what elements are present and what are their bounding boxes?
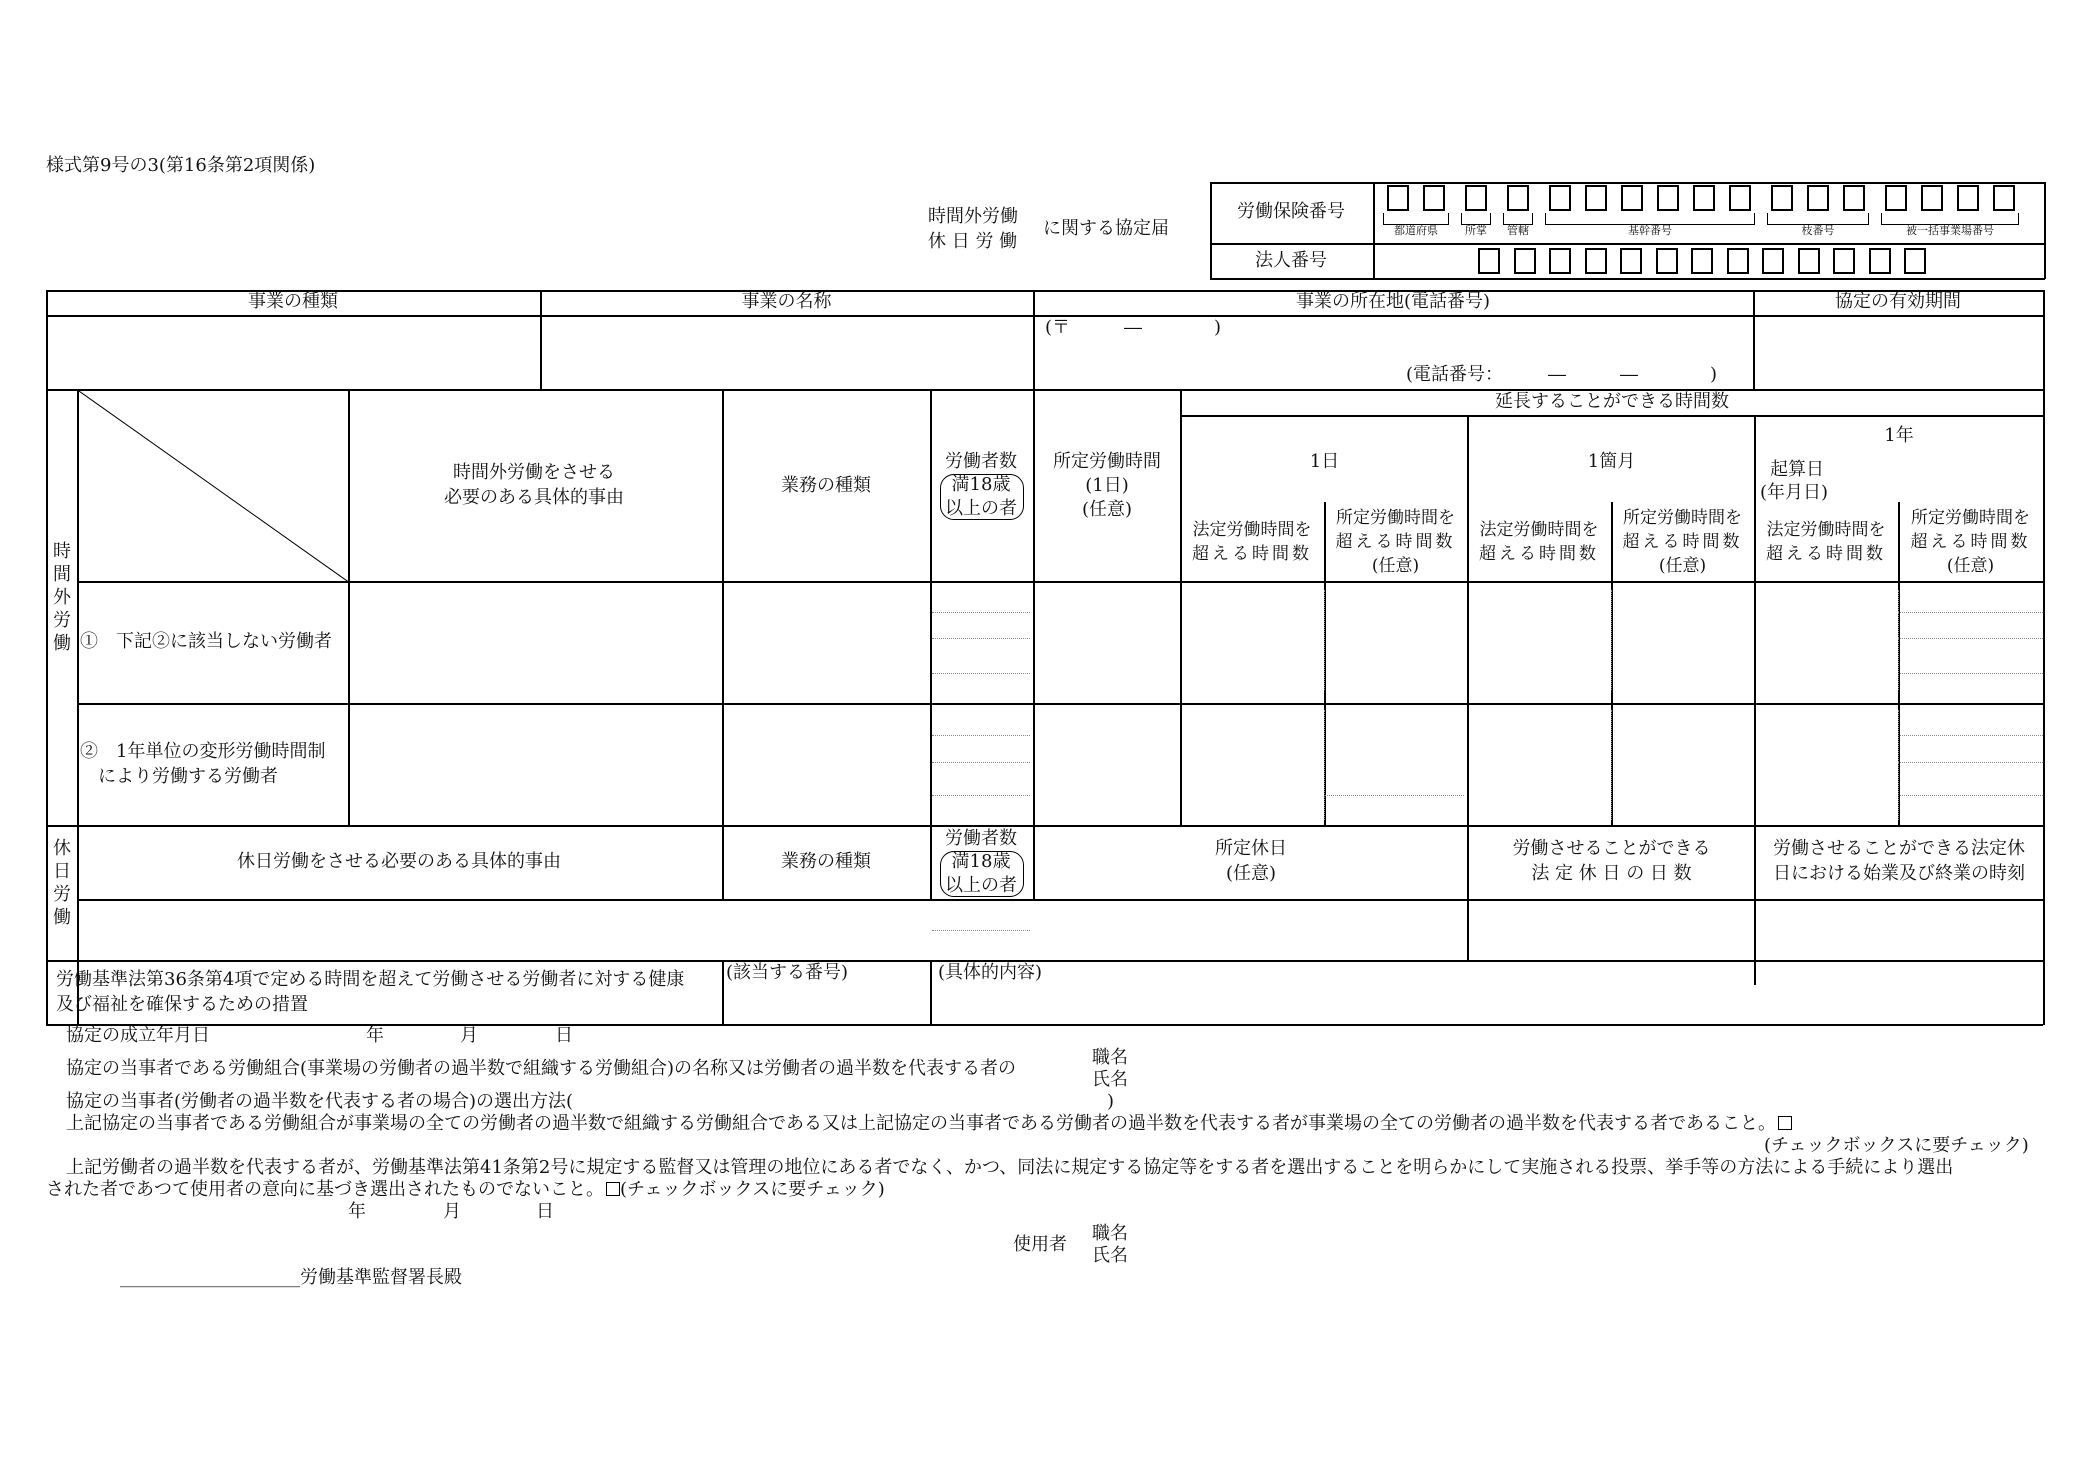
dotted-line: [932, 762, 1030, 763]
period-one-month: 1箇月: [1587, 451, 1636, 472]
header-validity-period: 協定の有効期間: [1835, 291, 1961, 312]
health-content-label: (具体的内容): [938, 962, 1043, 983]
scheduled-excess-subheader: 超える時間数: [1335, 532, 1456, 552]
insurance-digit-box[interactable]: [1585, 185, 1607, 211]
worker-category-2-line1: ② 1年単位の変形労働時間制: [80, 741, 326, 762]
corporate-digit-box[interactable]: [1691, 248, 1713, 274]
insurance-digit-box[interactable]: [1957, 185, 1979, 211]
legal-holiday-time-2: 日における始業及び終業の時刻: [1773, 863, 2025, 884]
table-line: [46, 960, 2043, 962]
corporate-digit-box[interactable]: [1904, 248, 1926, 274]
header-diagonal: [76, 389, 348, 582]
dotted-line: [932, 930, 1030, 931]
labor-office-row: [120, 1267, 462, 1289]
insurance-segment-label: 基幹番号: [1628, 224, 1672, 237]
table-line: [77, 703, 2043, 705]
start-date-format: (年月日): [1760, 482, 1829, 503]
period-one-year: 1年: [1884, 425, 1914, 446]
insurance-digit-box[interactable]: [1885, 185, 1907, 211]
legal-excess-subheader: 超える時間数: [1479, 544, 1599, 564]
selection-method-close: ): [1107, 1091, 1115, 1112]
table-line: [1180, 415, 2043, 417]
employer-position-label: 職名: [1092, 1223, 1128, 1244]
dotted-line: [1898, 762, 2043, 763]
legal-excess-subheader: 超える時間数: [1192, 544, 1312, 564]
scheduled-excess-subheader: 所定労働時間を: [1623, 508, 1742, 528]
scheduled-excess-subheader: 超える時間数: [1910, 532, 2031, 552]
check2-text-2: された者であつて使用者の意向に基づき選出されたものでないこと。: [46, 1179, 604, 1200]
table-line: [77, 581, 2043, 583]
title-option-overtime: 時間外労働: [928, 206, 1018, 227]
established-date-label: 協定の成立年月日: [66, 1025, 210, 1046]
scheduled-excess-subheader: (任意): [1371, 556, 1420, 576]
address-phone: (電話番号： ― ― ): [1406, 364, 1718, 385]
scheduled-excess-subheader: (任意): [1946, 556, 1995, 576]
legal-holiday-time-1: 労働させることができる法定休: [1773, 838, 2025, 859]
established-day: 日: [555, 1025, 573, 1046]
worker-category-2-line2: により労働する労働者: [98, 766, 278, 787]
holiday-scheduled-label: 所定休日: [1215, 838, 1287, 859]
scheduled-excess-subheader: 所定労働時間を: [1911, 508, 2030, 528]
legal-excess-subheader: 法定労働時間を: [1192, 520, 1312, 540]
corporate-digit-box[interactable]: [1762, 248, 1784, 274]
overtime-reason-header-1: 時間外労働をさせる: [453, 462, 615, 483]
start-date-label: 起算日: [1770, 459, 1824, 480]
insurance-digit-box[interactable]: [1465, 185, 1487, 211]
insurance-digit-box[interactable]: [1423, 185, 1445, 211]
period-one-day: 1日: [1309, 451, 1340, 472]
check2-checkbox[interactable]: [606, 1182, 620, 1196]
submit-year: 年: [348, 1201, 366, 1222]
overtime-workers-label: 労働者数: [945, 451, 1017, 472]
header-business-type: 事業の種類: [248, 291, 338, 312]
worker-category-1: ① 下記②に該当しない労働者: [80, 631, 332, 652]
header-business-address: 事業の所在地(電話番号): [1295, 291, 1491, 312]
table-line: [1467, 415, 1469, 825]
corporate-digit-box[interactable]: [1585, 248, 1607, 274]
table-line: [77, 899, 2043, 901]
scheduled-excess-subheader: 超える時間数: [1622, 532, 1743, 552]
insurance-digit-box[interactable]: [1729, 185, 1751, 211]
check1-checkbox[interactable]: [1778, 1116, 1792, 1130]
holiday-task-header: 業務の種類: [781, 851, 871, 872]
overtime-workers-age-1: 満18歳: [951, 474, 1011, 495]
form-code: 様式第9号の3(第16条第2項関係): [46, 155, 316, 176]
corporate-digit-box[interactable]: [1478, 248, 1500, 274]
labor-office-blank[interactable]: ____________________: [120, 1267, 300, 1288]
scheduled-excess-subheader: 所定労働時間を: [1336, 508, 1455, 528]
legal-holiday-days-2: 法 定 休 日 の 日 数: [1531, 863, 1692, 884]
corporate-digit-box[interactable]: [1798, 248, 1820, 274]
scheduled-hours-optional: (任意): [1081, 499, 1133, 520]
submit-month: 月: [443, 1201, 461, 1222]
health-measures-text-2: 及び福祉を確保するための措置: [56, 994, 308, 1015]
holiday-workers-age-2: 以上の者: [945, 875, 1017, 896]
dotted-line: [932, 612, 1030, 613]
selection-method-label: 協定の当事者(労働者の過半数を代表する者の場合)の選出方法(: [66, 1091, 574, 1112]
corporate-digit-box[interactable]: [1549, 248, 1571, 274]
party-description: 協定の当事者である労働組合(事業場の労働者の過半数で組織する労働組合)の名称又は労働者の過半数を代表する者の: [66, 1058, 1017, 1079]
table-line: [348, 389, 350, 825]
overtime-side-label: 時間外労働: [53, 541, 71, 654]
insurance-digit-box[interactable]: [1387, 185, 1409, 211]
corporate-digit-box[interactable]: [1869, 248, 1891, 274]
check2-note: (チェックボックスに要チェック): [620, 1179, 885, 1200]
dotted-line: [932, 795, 1030, 796]
health-number-label: (該当する番号): [726, 962, 849, 983]
corporate-number-label: 法人番号: [1255, 250, 1327, 271]
insurance-segment-label: 都道府県: [1394, 224, 1438, 237]
insurance-digit-box[interactable]: [1771, 185, 1793, 211]
legal-excess-subheader: 法定労働時間を: [1479, 520, 1599, 540]
insurance-number-label: 労働保険番号: [1237, 201, 1345, 222]
insurance-segment-label: 枝番号: [1801, 224, 1835, 237]
dotted-line: [1898, 673, 2043, 674]
table-line: [930, 960, 932, 1024]
party-position-label: 職名: [1092, 1047, 1128, 1068]
employer-name-label: 氏名: [1092, 1245, 1128, 1266]
submit-day: 日: [536, 1201, 554, 1222]
party-name-label: 氏名: [1092, 1069, 1128, 1090]
insurance-digit-box[interactable]: [1507, 185, 1529, 211]
address-postal: (〒 ― ): [1045, 317, 1222, 338]
table-line: [77, 389, 79, 825]
overtime-reason-header-2: 必要のある具体的事由: [444, 487, 624, 508]
insurance-digit-box[interactable]: [1843, 185, 1865, 211]
table-line: [46, 825, 2043, 827]
legal-excess-subheader: 超える時間数: [1766, 544, 1886, 564]
overtime-workers-age-2: 以上の者: [945, 498, 1017, 519]
scheduled-hours-label: 所定労働時間: [1053, 451, 1161, 472]
dotted-line: [1898, 590, 1899, 690]
holiday-workers-label: 労働者数: [945, 828, 1017, 849]
dotted-line: [1324, 590, 1325, 690]
holiday-workers-age-1: 満18歳: [951, 851, 1011, 872]
insurance-digit-box[interactable]: [1549, 185, 1571, 211]
dotted-line: [1898, 638, 2043, 639]
corporate-digit-box[interactable]: [1833, 248, 1855, 274]
legal-excess-subheader: 法定労働時間を: [1766, 520, 1886, 540]
health-measures-text-1: 労働基準法第36条第4項で定める時間を超えて労働させる労働者に対する健康: [56, 969, 685, 990]
corporate-digit-box[interactable]: [1620, 248, 1642, 274]
employer-label: 使用者: [1013, 1234, 1067, 1255]
insurance-digit-box[interactable]: [1807, 185, 1829, 211]
dotted-line: [1898, 795, 2043, 796]
insurance-digit-box[interactable]: [1993, 185, 2015, 211]
table-line: [46, 1024, 2043, 1026]
legal-holiday-days-1: 労働させることができる: [1512, 838, 1711, 859]
dotted-line: [932, 735, 1030, 736]
insurance-segment-label: 管轄: [1507, 224, 1529, 237]
established-month: 月: [460, 1025, 478, 1046]
insurance-segment-label: 所掌: [1465, 224, 1487, 237]
table-line: [722, 960, 724, 1024]
check1-text: 上記協定の当事者である労働組合が事業場の全ての労働者の過半数で組織する労働組合である又は上記協定の当事者である労働者の過半数を代表する者が事業場の全ての労働者の過半数を代表する者であること。: [66, 1113, 1776, 1134]
dotted-line: [932, 673, 1030, 674]
scheduled-hours-day: (1日): [1085, 475, 1129, 496]
insurance-digit-box[interactable]: [1657, 185, 1679, 211]
dotted-line: [1611, 590, 1612, 690]
scheduled-excess-subheader: (任意): [1658, 556, 1707, 576]
corporate-digit-box[interactable]: [1514, 248, 1536, 274]
dotted-line: [1324, 710, 1325, 820]
holiday-side-label: 休日労働: [53, 838, 71, 928]
table-line: [46, 290, 48, 1025]
check2-row: [46, 1179, 885, 1201]
table-line: [2043, 290, 2045, 1025]
dotted-line: [1898, 735, 2043, 736]
check2-text-1: 上記労働者の過半数を代表する者が、労働基準法第41条第2号に規定する監督又は管理の地位にある者でなく、かつ、同法に規定する協定等をする者を選出することを明らかにして実施される投票、挙手等の方法による手続により選出: [66, 1157, 1954, 1178]
check1-row: [66, 1113, 1792, 1135]
holiday-scheduled-optional: (任意): [1225, 863, 1277, 884]
dotted-line: [932, 638, 1030, 639]
corporate-digit-box[interactable]: [1656, 248, 1678, 274]
dotted-line: [1611, 710, 1612, 820]
title-suffix: に関する協定届: [1043, 218, 1169, 239]
dotted-line: [1898, 612, 2043, 613]
title-option-holiday: 休 日 労 働: [928, 231, 1018, 252]
insurance-digit-box[interactable]: [1921, 185, 1943, 211]
dotted-line: [1898, 710, 1899, 820]
labor-office-label: 労働基準監督署長殿: [300, 1267, 462, 1288]
corporate-digit-box[interactable]: [1727, 248, 1749, 274]
header-business-name: 事業の名称: [741, 291, 832, 312]
insurance-digit-box[interactable]: [1693, 185, 1715, 211]
insurance-digit-box[interactable]: [1621, 185, 1643, 211]
established-year: 年: [366, 1025, 384, 1046]
check1-note: (チェックボックスに要チェック): [1764, 1135, 2029, 1156]
holiday-reason-header: 休日労働をさせる必要のある具体的事由: [237, 851, 561, 872]
overtime-task-header: 業務の種類: [781, 475, 871, 496]
insurance-segment-label: 被一括事業場番号: [1906, 224, 1994, 237]
dotted-line: [1324, 795, 1464, 796]
extendable-hours-header: 延長することができる時間数: [1495, 391, 1729, 412]
